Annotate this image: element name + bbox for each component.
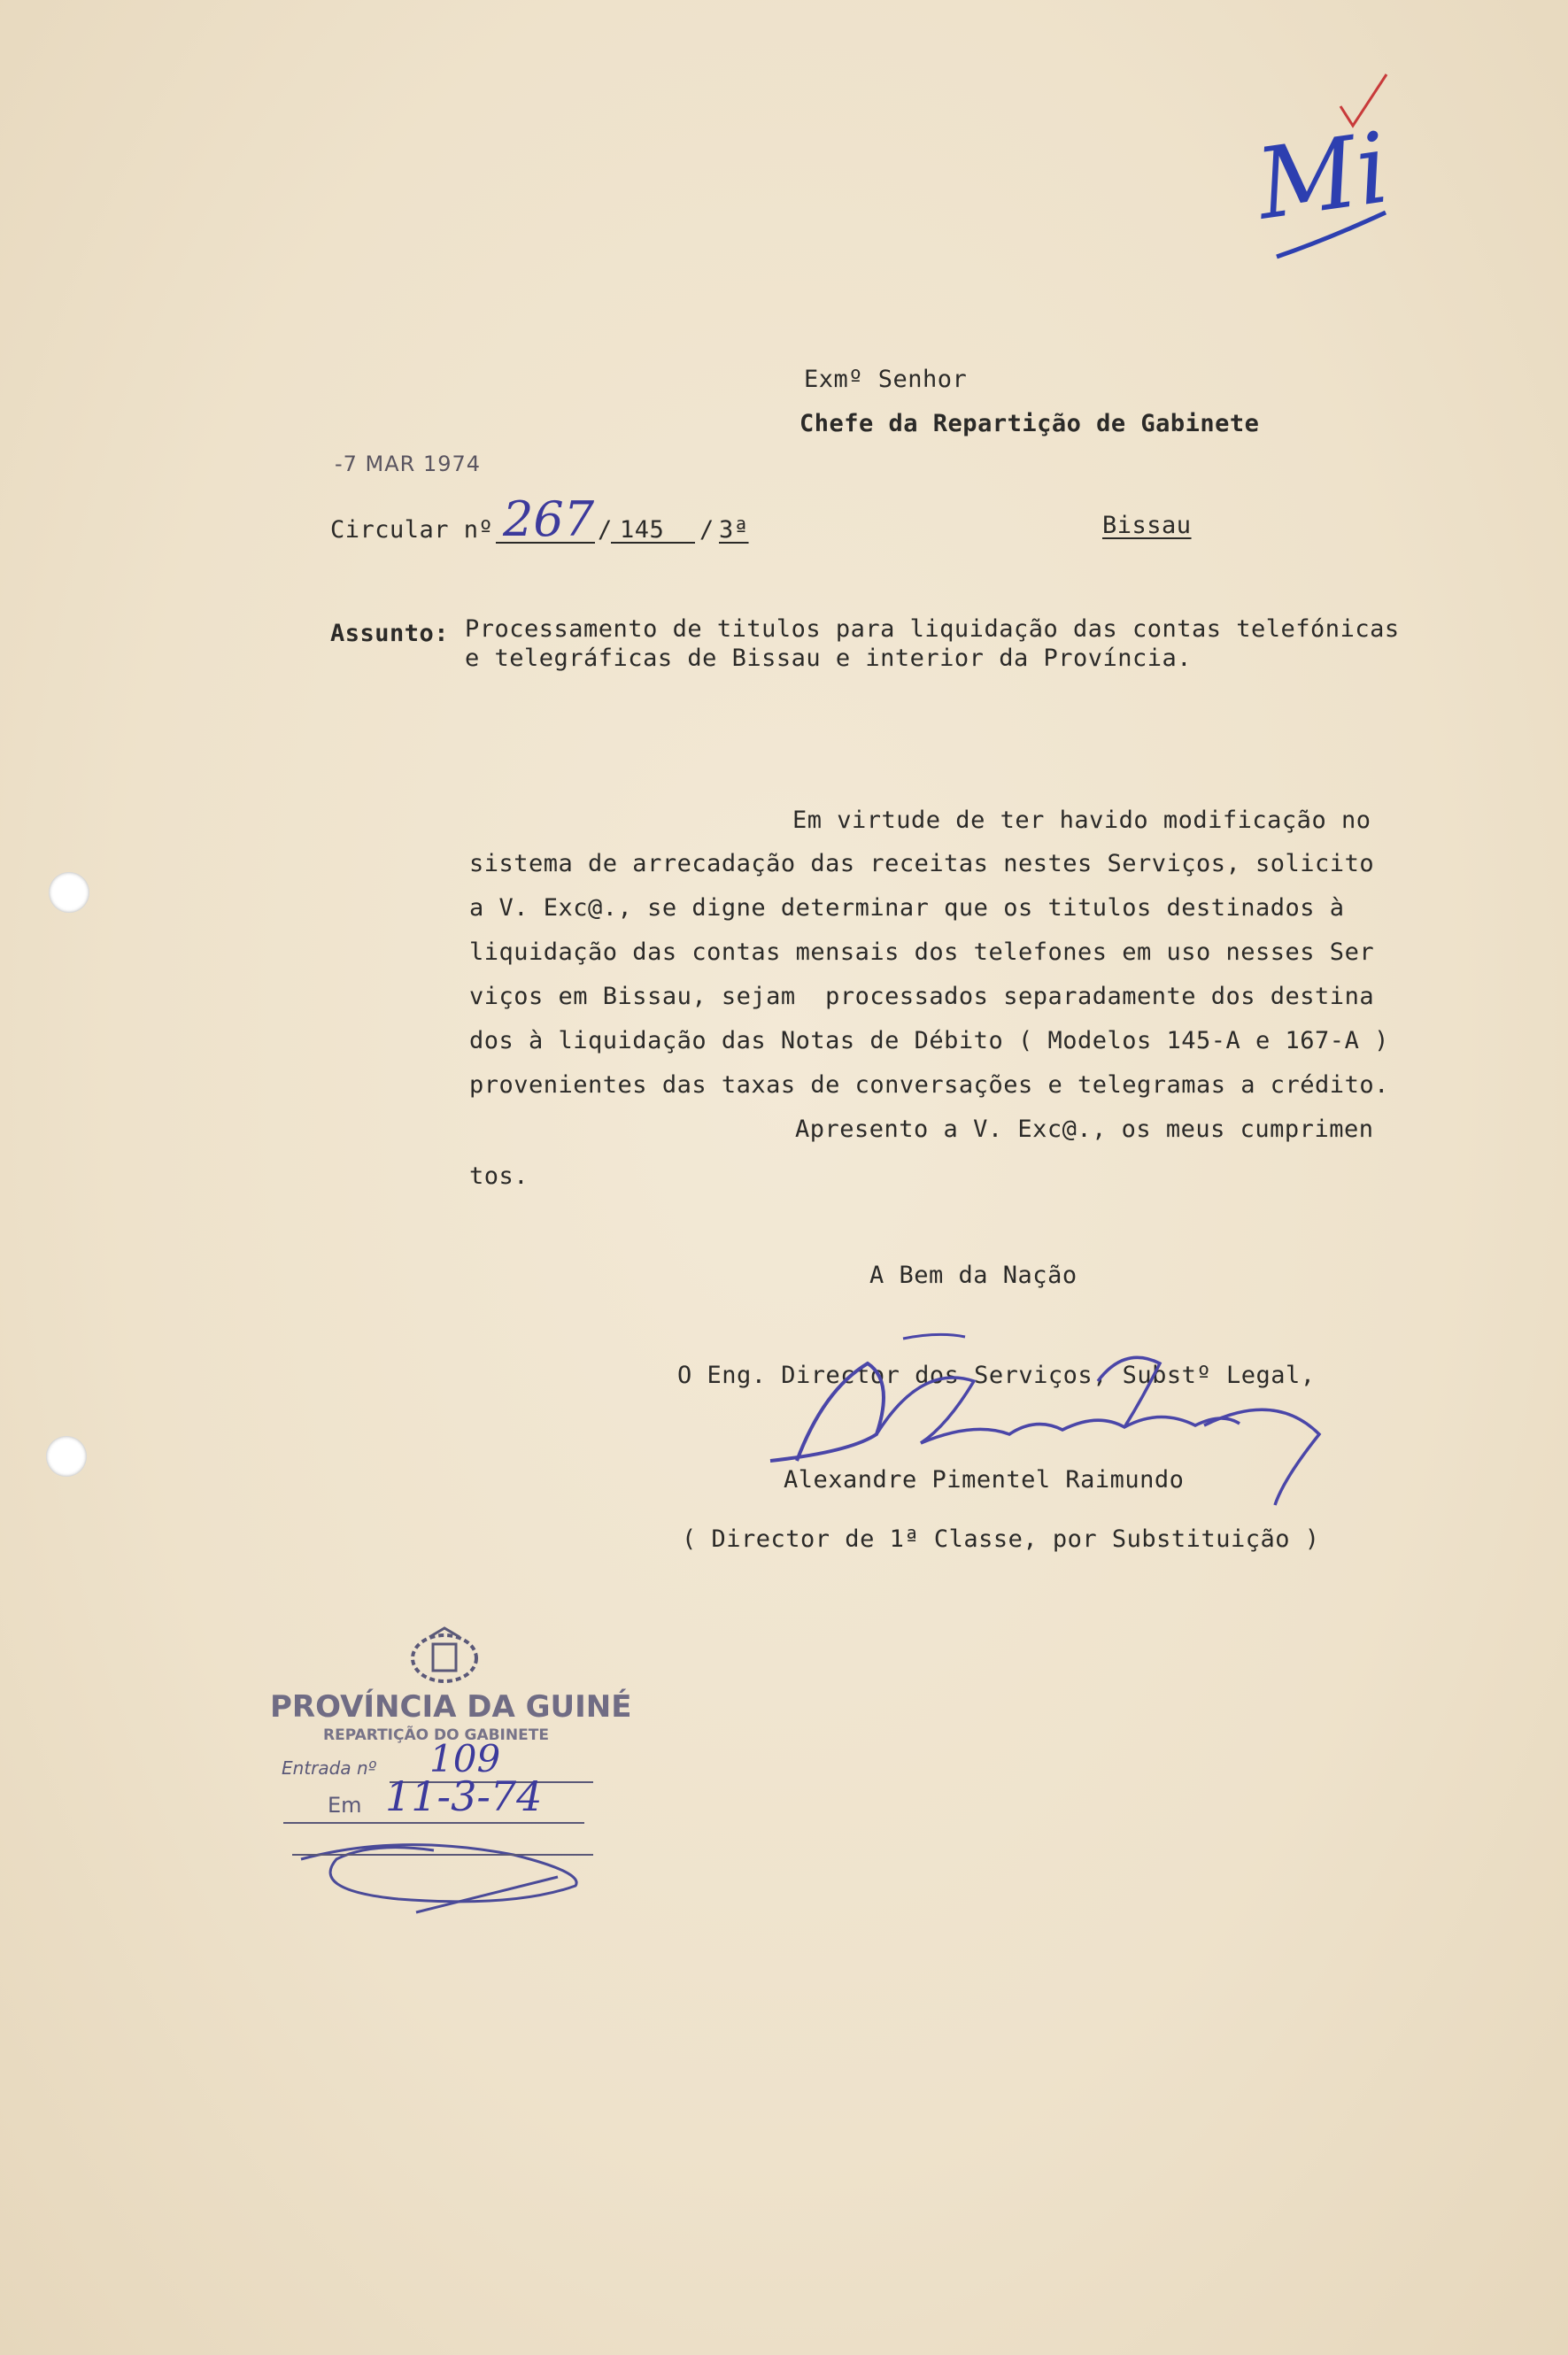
circular-number: 267 [503,491,595,547]
circular-suffix: 3ª [719,516,749,544]
subject-line-2: e telegráficas de Bissau e interior da Província. [465,645,1193,672]
body-line-2: sistema de arrecadação das receitas nestes Serviços, solicito [469,850,1375,877]
punch-hole-top [49,872,89,913]
punch-hole-bottom [46,1436,87,1477]
stamp-province: PROVÍNCIA DA GUINÉ [270,1689,632,1725]
body-line-3: a V. Exc@., se digne determinar que os titulos destinados à [469,894,1345,922]
circular-series: 145 [620,516,665,544]
circular-series-underline [611,542,695,544]
subject-label: Assunto: [330,620,450,647]
stamp-date-value: 11-3-74 [385,1772,543,1820]
coat-of-arms-icon [403,1625,487,1687]
body-line-8: Apresento a V. Exc@., os meus cumprimen [795,1116,1374,1143]
body-line-5: viços em Bissau, sejam processados separadamente dos destina [469,983,1375,1010]
signatory-position: ( Director de 1ª Classe, por Substituição ) [682,1525,1320,1553]
stamp-date-label: Em [328,1793,362,1818]
stamp-entry-label: Entrada nº [282,1757,377,1779]
stamp-entry-number: 109 [429,1737,501,1780]
closing: A Bem da Nação [869,1262,1078,1289]
circular-slash-2: / [699,516,714,544]
addressee-salutation: Exmº Senhor [804,366,968,393]
body-line-7: provenientes das taxas de conversações e telegramas a crédito. [469,1071,1389,1099]
subject-line-1: Processamento de titulos para liquidação das contas telefónicas [465,615,1400,643]
body-line-4: liquidação das contas mensais dos telefones em uso nesses Ser [469,938,1375,966]
addressee-title: Chefe da Repartição de Gabinete [799,410,1260,437]
handwritten-initials: Mi [1249,111,1396,242]
stamp-department: REPARTIÇÃO DO GABINETE [323,1726,549,1744]
circular-label: Circular nº [330,516,494,544]
location: Bissau [1102,512,1192,539]
date-stamp: -7 MAR 1974 [335,452,482,476]
body-line-1: Em virtude de ter havido modificação no [792,807,1371,834]
stamp-initials-scribble [292,1824,611,1921]
signature-role: O Eng. Director dos Serviços, Substº Legal, [677,1362,1316,1389]
signatory-name: Alexandre Pimentel Raimundo [784,1466,1185,1494]
circular-number-underline [496,542,595,544]
body-line-6: dos à liquidação das Notas de Débito ( Modelos 145-A e 167-A ) [469,1027,1389,1054]
circular-slash-1: / [598,516,613,544]
body-line-9: tos. [469,1162,529,1190]
initials-underline-stroke [1275,208,1390,261]
red-check-mark [1337,71,1390,133]
